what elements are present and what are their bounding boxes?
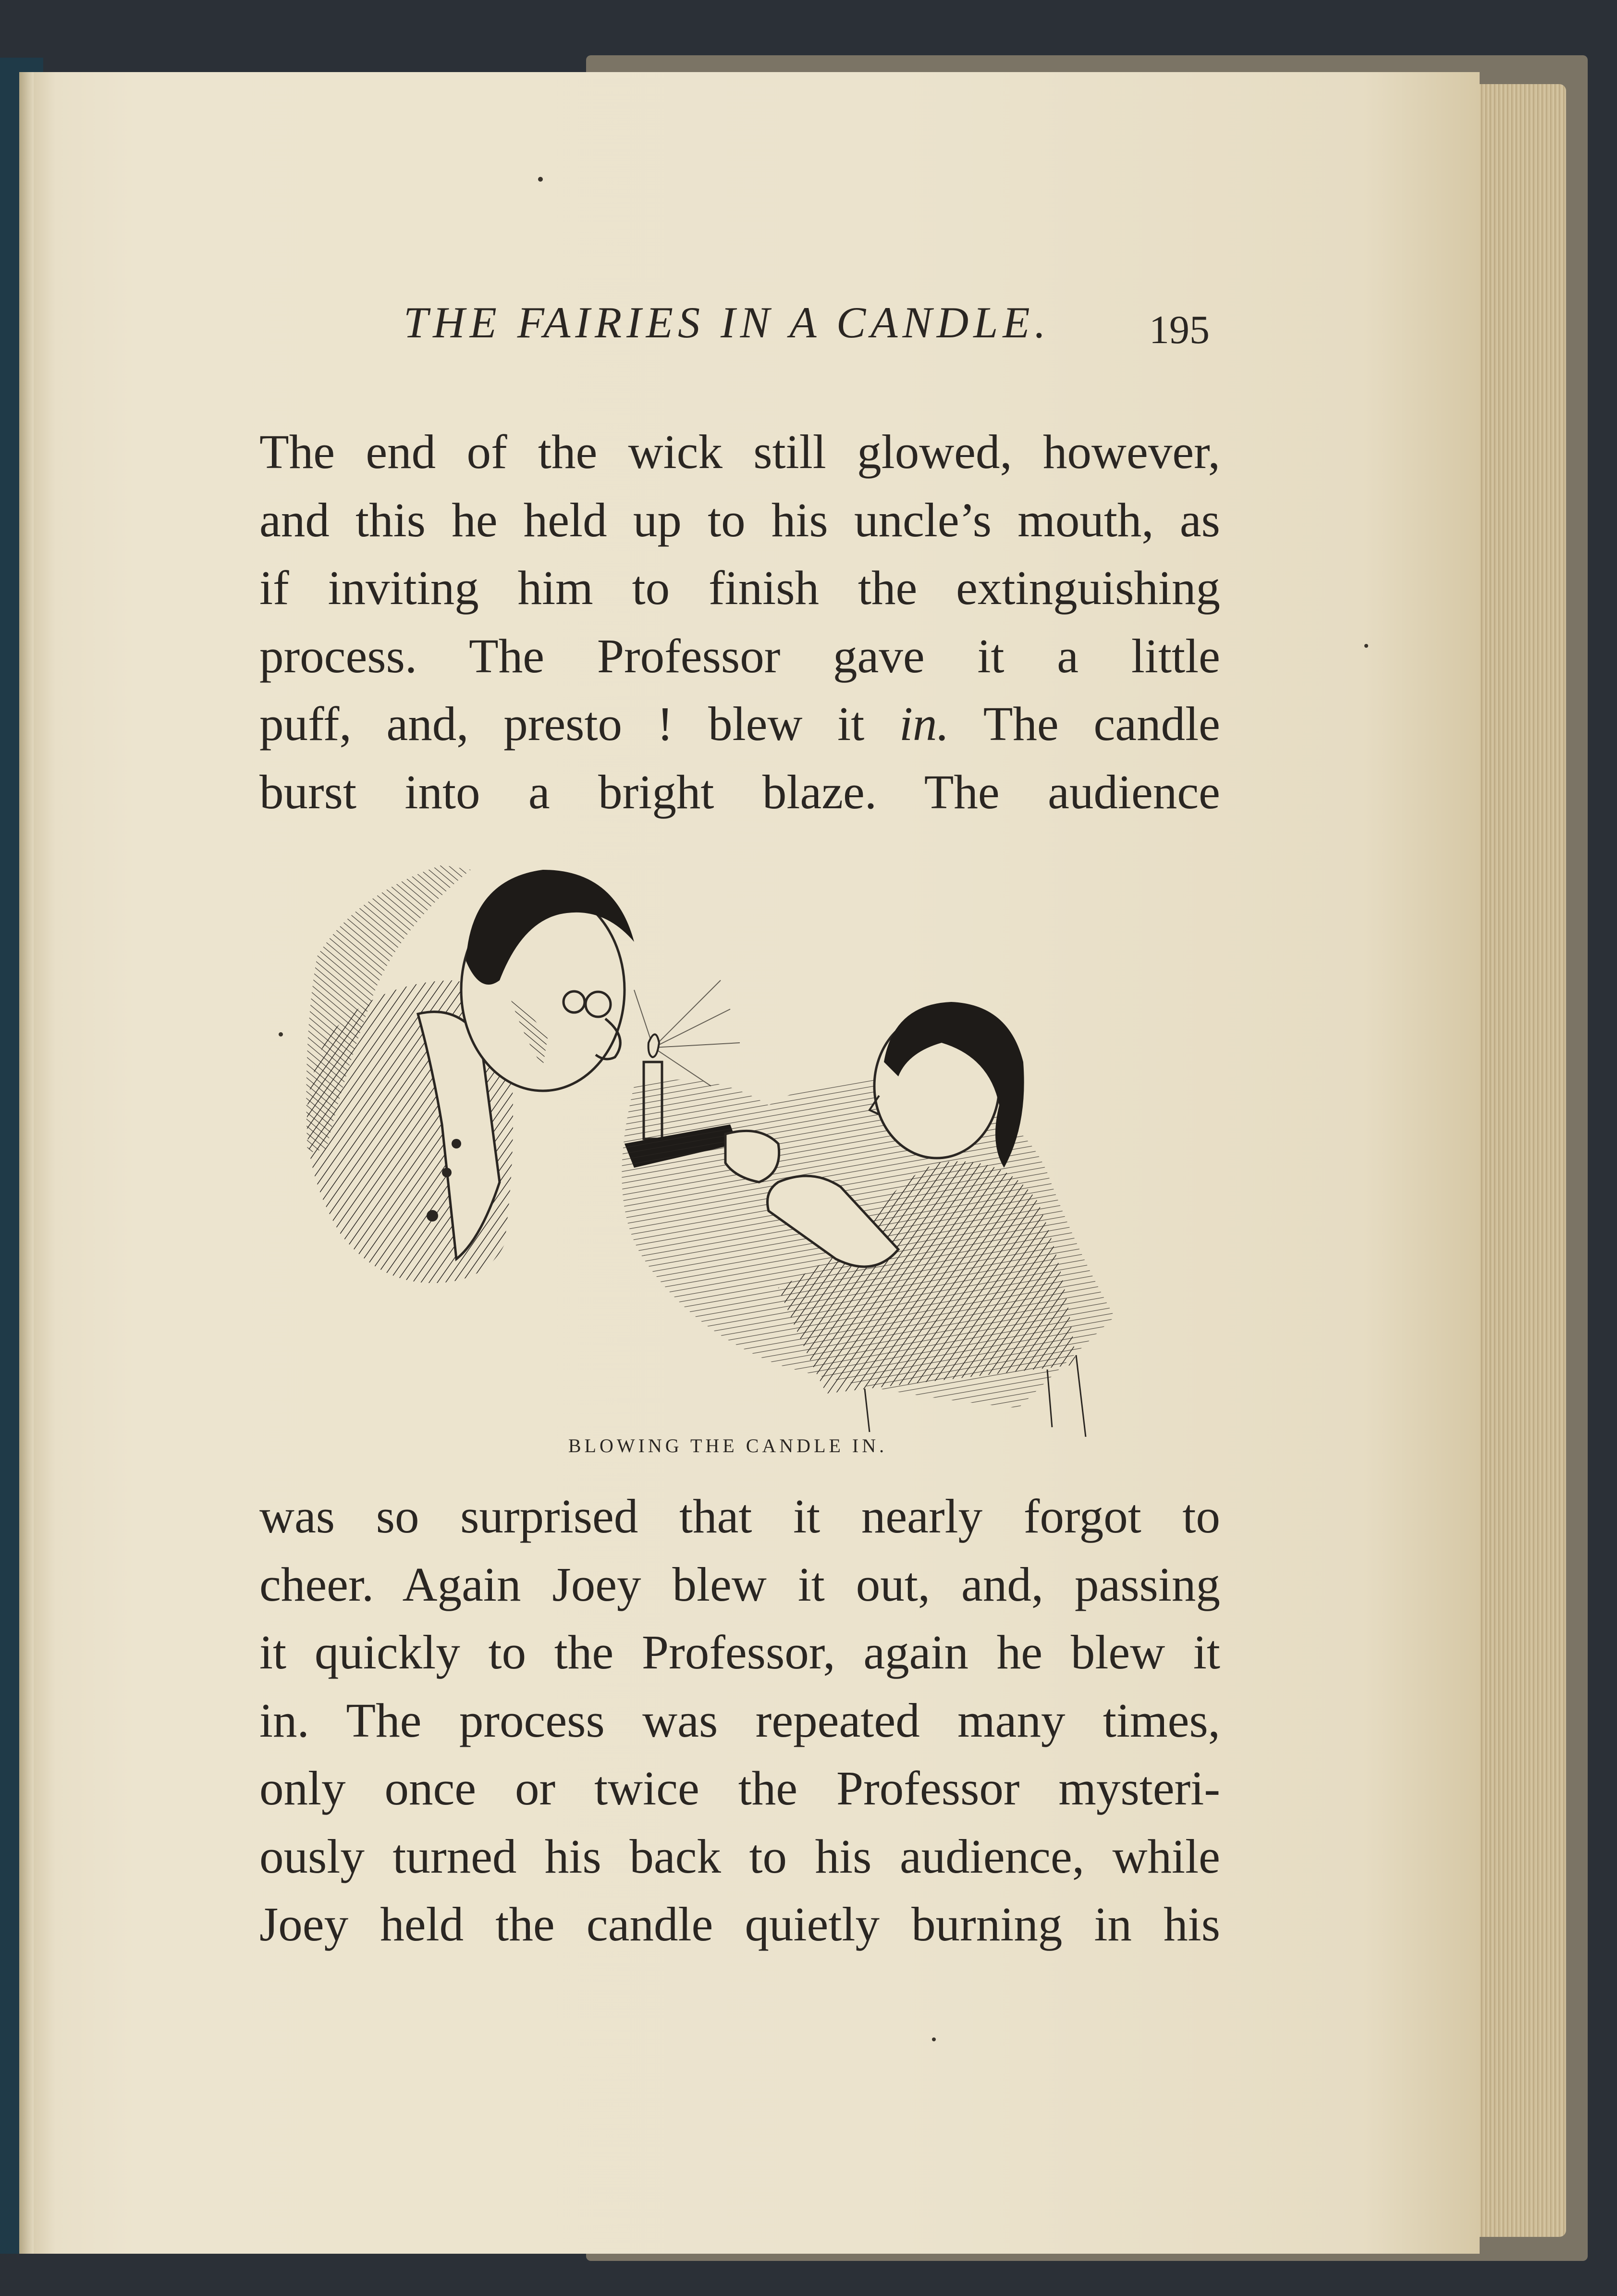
text-line: Joey held the candle quietly burning in his xyxy=(259,1897,1220,1951)
paper-speck xyxy=(1364,644,1368,648)
page-gutter xyxy=(19,72,34,2254)
italic-emphasis: in. xyxy=(899,697,949,751)
paper-speck xyxy=(279,1032,283,1037)
text-line: ously turned his back to his audience, while xyxy=(259,1829,1220,1883)
text-line: if inviting him to finish the extinguishing xyxy=(259,561,1220,615)
illustration-caption: BLOWING THE CANDLE IN. xyxy=(568,1435,888,1457)
running-title: THE FAIRIES IN A CANDLE. xyxy=(404,298,1051,347)
text-line xyxy=(259,690,1220,758)
text-line: cheer. Again Joey blew it out, and, passing xyxy=(259,1557,1220,1611)
paper-speck xyxy=(932,2037,936,2041)
text-line: process. The Professor gave it a little xyxy=(259,629,1220,683)
page-edges xyxy=(1470,84,1566,2237)
page-header xyxy=(259,288,1220,356)
page-number: 195 xyxy=(1149,308,1210,352)
body-text-bottom xyxy=(259,1482,1220,1959)
paper-speck xyxy=(538,177,543,182)
text-line: The end of the wick still glowed, however, xyxy=(259,425,1220,479)
text-line: in. The process was repeated many times, xyxy=(259,1693,1220,1747)
text-fragment: puff, and, presto ! blew it xyxy=(259,697,899,751)
text-line: it quickly to the Professor, again he blew it xyxy=(259,1625,1220,1679)
illustration-blowing-candle xyxy=(298,836,1172,1437)
text-line: and this he held up to his uncle’s mouth, as xyxy=(259,493,1220,547)
text-line: only once or twice the Professor mysteri- xyxy=(259,1761,1220,1815)
text-fragment: The candle xyxy=(949,697,1220,751)
text-line: was so surprised that it nearly forgot to xyxy=(259,1489,1220,1543)
text-line: burst into a bright blaze. The audience xyxy=(259,765,1220,819)
body-text-top xyxy=(259,418,1220,826)
